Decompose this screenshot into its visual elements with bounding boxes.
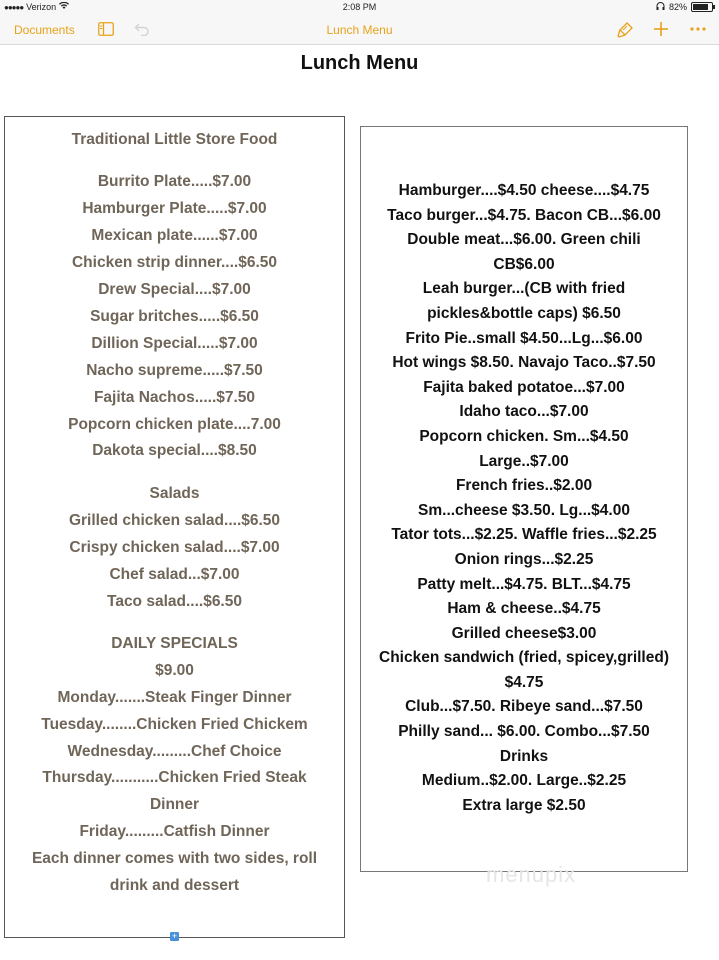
right-menu-line: Fajita baked potatoe...$7.00 [423, 378, 625, 396]
left-menu-line [5, 615, 344, 631]
left-menu-line: Sugar britches.....$6.50 [90, 307, 259, 325]
right-menu-line: Grilled cheese$3.00 [451, 624, 597, 642]
left-menu-line: Nacho supreme.....$7.50 [86, 361, 263, 379]
right-menu-line: French fries..$2.00 [455, 477, 593, 495]
left-menu-line: Taco salad....$6.50 [107, 592, 242, 610]
right-menu-line: Onion rings...$2.25 [454, 550, 594, 568]
status-right [656, 2, 713, 12]
right-menu-line: Double meat...$6.00. Green chili [407, 231, 641, 249]
left-menu-line: Dinner [149, 796, 200, 814]
right-menu-line: Club...$7.50. Ribeye sand...$7.50 [405, 698, 643, 716]
left-menu-line: Fajita Nachos.....$7.50 [93, 388, 256, 406]
app-toolbar [0, 16, 719, 45]
right-menu-line: Idaho taco...$7.00 [459, 403, 589, 421]
left-menu-line: Hamburger Plate.....$7.00 [82, 200, 267, 218]
right-menu-line: Philly sand... $6.00. Combo...$7.50 [398, 723, 650, 741]
left-menu-line: Crispy chicken salad....$7.00 [69, 538, 280, 556]
plus-icon[interactable] [652, 20, 670, 38]
status-bar [0, 0, 719, 16]
right-menu-line: Ham & cheese..$4.75 [447, 600, 601, 618]
left-menu-line: Salads [149, 484, 200, 502]
text-box-anchor-handle[interactable]: + [171, 931, 178, 941]
right-menu-line: Taco burger...$4.75. Bacon CB...$6.00 [387, 206, 661, 224]
undo-icon[interactable] [134, 22, 150, 36]
right-menu-line: Drinks [499, 747, 549, 765]
left-menu-line: Tuesday........Chicken Fried Chickem [41, 715, 308, 733]
left-menu-line: Drew Special....$7.00 [98, 281, 251, 299]
left-menu-line: $9.00 [155, 661, 194, 679]
left-menu-text [5, 127, 344, 900]
headphones-icon [656, 2, 665, 12]
right-menu-line: Hot wings $8.50. Navajo Taco..$7.50 [392, 354, 656, 372]
more-icon[interactable] [688, 20, 708, 38]
left-menu-line: Thursday...........Chicken Fried Steak [42, 769, 307, 787]
right-menu-line: Medium..$2.00. Large..$2.25 [421, 772, 627, 790]
right-menu-line: Frito Pie..small $4.50...Lg...$6.00 [405, 329, 643, 347]
toolbar-title: Lunch Menu [326, 23, 393, 37]
left-menu-line: Mexican plate......$7.00 [91, 227, 258, 245]
left-menu-line [5, 465, 344, 481]
brush-icon[interactable] [616, 21, 634, 39]
right-menu-line: Patty melt...$4.75. BLT...$4.75 [417, 575, 631, 593]
left-menu-line: Popcorn chicken plate....7.00 [68, 415, 281, 433]
document-title: Lunch Menu [300, 52, 419, 74]
left-menu-line: Each dinner comes with two sides, roll [31, 850, 318, 868]
left-menu-line: DAILY SPECIALS [111, 634, 238, 652]
right-menu-line: Leah burger...(CB with fried [422, 280, 626, 298]
left-menu-line [5, 154, 344, 170]
left-menu-line: Chicken strip dinner....$6.50 [71, 254, 278, 272]
left-menu-line: Dillion Special.....$7.00 [91, 334, 258, 352]
left-menu-line: Traditional Little Store Food [71, 131, 278, 148]
right-menu-line: Large..$7.00 [479, 452, 569, 470]
right-menu-line: Extra large $2.50 [462, 796, 586, 814]
sidebar-icon[interactable] [98, 22, 114, 36]
right-menu-line: Tator tots...$2.25. Waffle fries...$2.25 [391, 526, 657, 544]
carrier-label: Verizon [26, 2, 57, 12]
right-menu-line: CB$6.00 [493, 255, 555, 273]
right-menu-line: Hamburger....$4.50 cheese....$4.75 [398, 182, 650, 199]
left-menu-line: Friday.........Catfish Dinner [79, 823, 270, 841]
left-menu-line: Grilled chicken salad....$6.50 [68, 511, 281, 529]
right-menu-line: $4.75 [504, 673, 544, 691]
left-menu-line: Dakota special....$8.50 [92, 442, 257, 460]
right-menu-line: Popcorn chicken. Sm...$4.50 [419, 427, 629, 445]
right-menu-line: Sm...cheese $3.50. Lg...$4.00 [418, 501, 630, 519]
right-menu-box[interactable] [360, 126, 688, 872]
left-menu-line: Monday.......Steak Finger Dinner [57, 688, 292, 706]
watermark-logo: menupix [486, 862, 577, 887]
battery-icon [691, 2, 713, 12]
right-menu-line: pickles&bottle caps) $6.50 [427, 304, 621, 322]
right-menu-line: Chicken sandwich (fried, spicey,grilled) [379, 649, 669, 667]
left-menu-box[interactable] [4, 116, 345, 938]
battery-percent: 82% [668, 2, 687, 12]
left-menu-line: Burrito Plate.....$7.00 [97, 173, 252, 191]
left-menu-line: Wednesday.........Chef Choice [67, 742, 282, 760]
left-menu-line: drink and dessert [109, 877, 240, 895]
left-menu-line: Chef salad...$7.00 [109, 565, 240, 583]
status-time: 2:08 PM [342, 2, 377, 12]
signal-icon: ●●●●● [4, 2, 24, 12]
right-menu-text [361, 179, 687, 818]
documents-button[interactable]: Documents [14, 23, 75, 37]
